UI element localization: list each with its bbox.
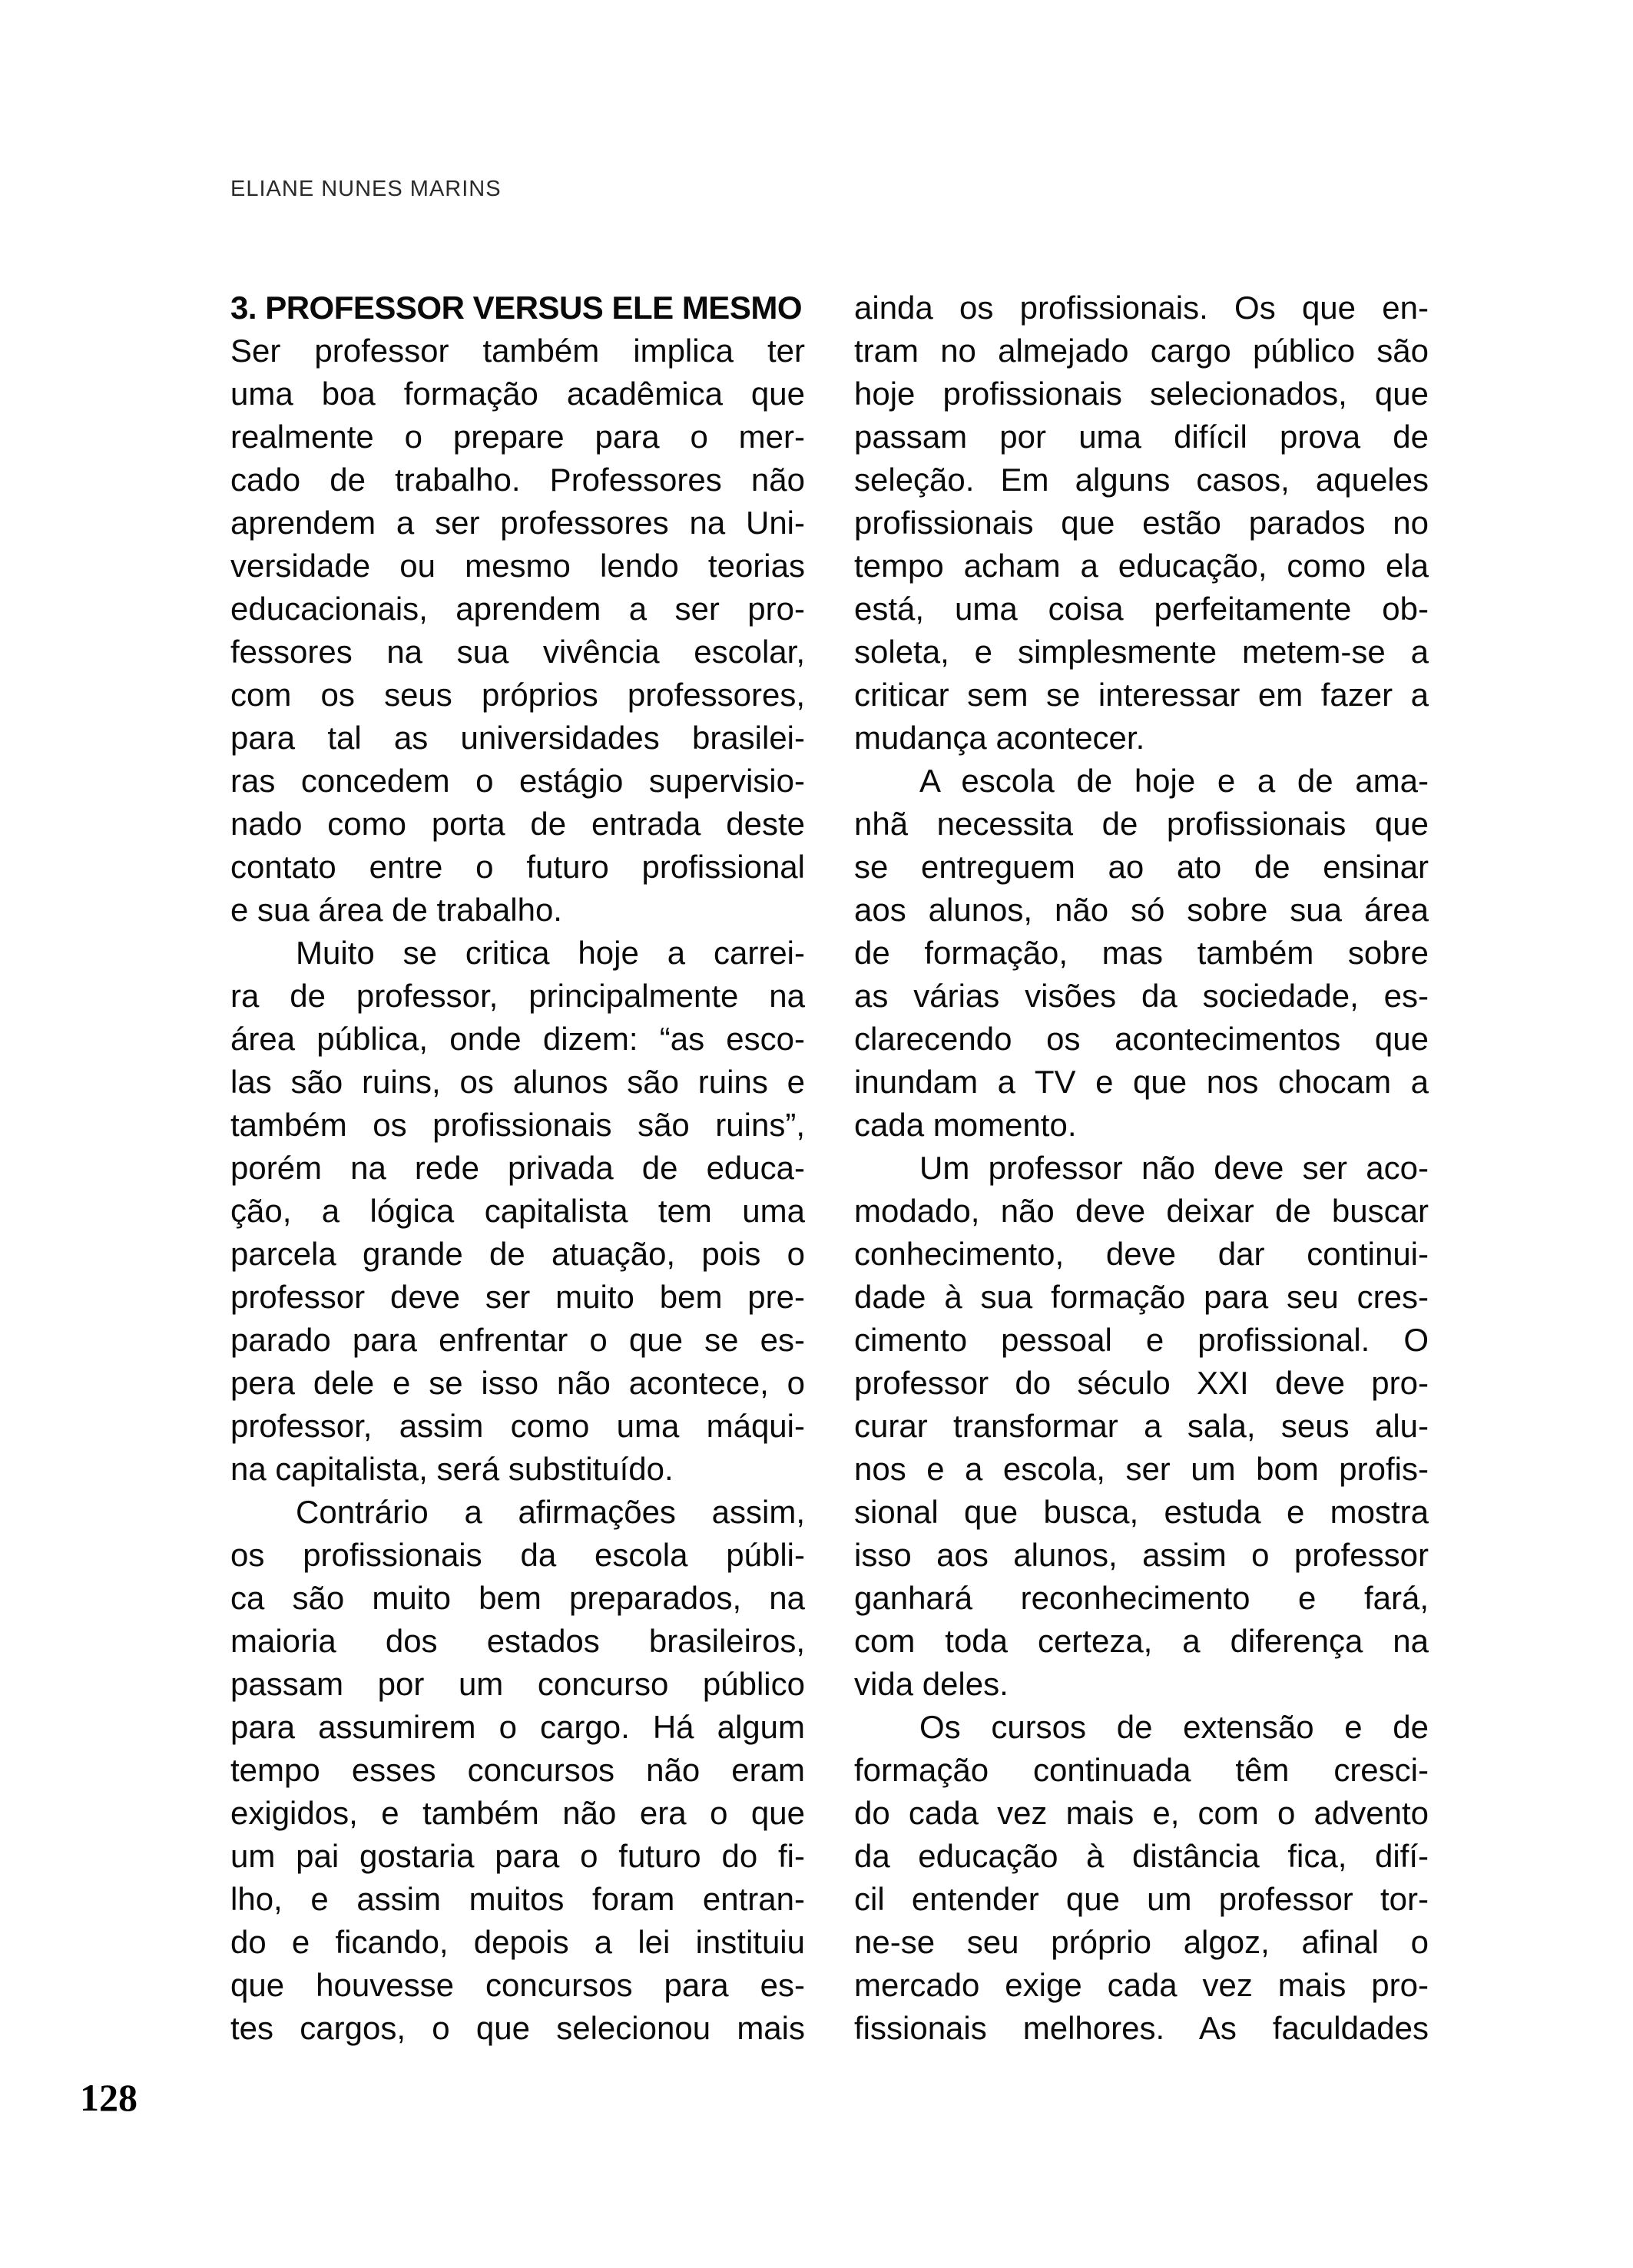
text-line: cimento pessoal e profissional. O: [854, 1322, 1429, 1358]
text-line: modado, não deve deixar de buscar: [854, 1193, 1429, 1229]
text-line: do cada vez mais e, com o advento: [854, 1795, 1429, 1831]
text-line: sional que busca, estuda e mostra: [854, 1494, 1429, 1530]
text-line: está, uma coisa perfeitamente ob-: [854, 591, 1429, 627]
text-line: ca são muito bem preparados, na: [230, 1580, 805, 1616]
column-left: [230, 286, 805, 2050]
text-line: aos alunos, não só sobre sua área: [854, 892, 1429, 928]
page-number: 128: [80, 2076, 137, 2119]
text-line: hoje profissionais selecionados, que: [854, 376, 1429, 412]
text-line: ras concedem o estágio supervisio-: [230, 763, 805, 799]
section-heading: 3. PROFESSOR VERSUS ELE MESMO: [230, 290, 802, 326]
text-line: profissionais que estão parados no: [854, 505, 1429, 541]
text-line: para assumirem o cargo. Há algum: [230, 1709, 805, 1745]
column-left-lines: [230, 329, 805, 2050]
text-line: Muito se critica hoje a carrei-: [296, 935, 805, 971]
column-right: [854, 286, 1429, 2050]
text-line: inundam a TV e que nos chocam a: [854, 1064, 1429, 1100]
text-line: Ser professor também implica ter: [230, 333, 805, 369]
text-line: fissionais melhores. As faculdades: [854, 2010, 1429, 2046]
text-line: Um professor não deve ser aco-: [919, 1150, 1429, 1186]
text-line: aprendem a ser professores na Uni-: [230, 505, 805, 541]
text-line: os profissionais da escola públi-: [230, 1537, 805, 1573]
text-line: professor, assim como uma máqui-: [230, 1408, 805, 1444]
text-line: um pai gostaria para o futuro do fi-: [230, 1838, 805, 1874]
text-line: seleção. Em alguns casos, aqueles: [854, 462, 1429, 498]
text-line: educacionais, aprendem a ser pro-: [230, 591, 805, 627]
text-line: passam por uma difícil prova de: [854, 419, 1429, 455]
text-line: do e ficando, depois a lei instituiu: [230, 1924, 805, 1960]
text-line: tram no almejado cargo público são: [854, 333, 1429, 369]
text-line: contato entre o futuro profissional: [230, 849, 805, 885]
text-line: exigidos, e também não era o que: [230, 1795, 805, 1831]
text-line: as várias visões da sociedade, es-: [854, 978, 1429, 1014]
text-line: clarecendo os acontecimentos que: [854, 1021, 1429, 1057]
text-line: mercado exige cada vez mais pro-: [854, 1967, 1429, 2003]
text-line: Os cursos de extensão e de: [919, 1709, 1429, 1745]
text-line: passam por um concurso público: [230, 1666, 805, 1702]
text-line: tempo acham a educação, como ela: [854, 548, 1429, 584]
text-line: lho, e assim muitos foram entran-: [230, 1881, 805, 1917]
text-line: mudança acontecer.: [854, 720, 1145, 756]
text-line: na capitalista, será substituído.: [230, 1451, 674, 1487]
text-line: parcela grande de atuação, pois o: [230, 1236, 805, 1272]
text-line: porém na rede privada de educa-: [230, 1150, 805, 1186]
text-line: realmente o prepare para o mer-: [230, 419, 805, 455]
text-line: curar transformar a sala, seus alu-: [854, 1408, 1429, 1444]
text-line: Contrário a afirmações assim,: [296, 1494, 805, 1530]
text-line: para tal as universidades brasilei-: [230, 720, 805, 756]
text-line: que houvesse concursos para es-: [230, 1967, 805, 2003]
text-line: formação continuada têm cresci-: [854, 1752, 1429, 1788]
text-line: ne-se seu próprio algoz, afinal o: [854, 1924, 1429, 1960]
text-line: também os profissionais são ruins”,: [230, 1107, 805, 1143]
text-line: uma boa formação acadêmica que: [230, 376, 805, 412]
text-line: professor deve ser muito bem pre-: [230, 1279, 805, 1315]
text-line: parado para enfrentar o que se es-: [230, 1322, 805, 1358]
text-line: cada momento.: [854, 1107, 1077, 1143]
text-line: ra de professor, principalmente na: [230, 978, 805, 1014]
text-line: se entreguem ao ato de ensinar: [854, 849, 1429, 885]
text-line: da educação à distância fica, difí-: [854, 1838, 1429, 1874]
text-line: ainda os profissionais. Os que en-: [854, 290, 1429, 326]
text-line: maioria dos estados brasileiros,: [230, 1623, 805, 1659]
text-line: com os seus próprios professores,: [230, 677, 805, 713]
text-line: tempo esses concursos não eram: [230, 1752, 805, 1788]
text-line: ção, a lógica capitalista tem uma: [230, 1193, 805, 1229]
running-header-author: ELIANE NUNES MARINS: [230, 177, 502, 201]
text-line: versidade ou mesmo lendo teorias: [230, 548, 805, 584]
text-line: nado como porta de entrada deste: [230, 806, 805, 842]
text-line: pera dele e se isso não acontece, o: [230, 1365, 805, 1401]
text-line: com toda certeza, a diferença na: [854, 1623, 1429, 1659]
text-line: ganhará reconhecimento e fará,: [854, 1580, 1429, 1616]
text-line: professor do século XXI deve pro-: [854, 1365, 1429, 1401]
text-line: dade à sua formação para seu cres-: [854, 1279, 1429, 1315]
column-right-lines: [854, 286, 1429, 2050]
text-line: cado de trabalho. Professores não: [230, 462, 805, 498]
text-line: A escola de hoje e a de ama-: [919, 763, 1429, 799]
text-line: área pública, onde dizem: “as esco-: [230, 1021, 805, 1057]
text-line: criticar sem se interessar em fazer a: [854, 677, 1429, 713]
text-line: e sua área de trabalho.: [230, 892, 562, 928]
text-line: conhecimento, deve dar continui-: [854, 1236, 1429, 1272]
text-line: vida deles.: [854, 1666, 1009, 1702]
text-line: nhã necessita de profissionais que: [854, 806, 1429, 842]
text-line: cil entender que um professor tor-: [854, 1881, 1429, 1917]
text-line: de formação, mas também sobre: [854, 935, 1429, 971]
text-line: isso aos alunos, assim o professor: [854, 1537, 1429, 1573]
text-line: las são ruins, os alunos são ruins e: [230, 1064, 805, 1100]
text-line: tes cargos, o que selecionou mais: [230, 2010, 805, 2046]
text-line: soleta, e simplesmente metem-se a: [854, 634, 1429, 670]
text-line: nos e a escola, ser um bom profis-: [854, 1451, 1429, 1487]
text-line: fessores na sua vivência escolar,: [230, 634, 805, 670]
